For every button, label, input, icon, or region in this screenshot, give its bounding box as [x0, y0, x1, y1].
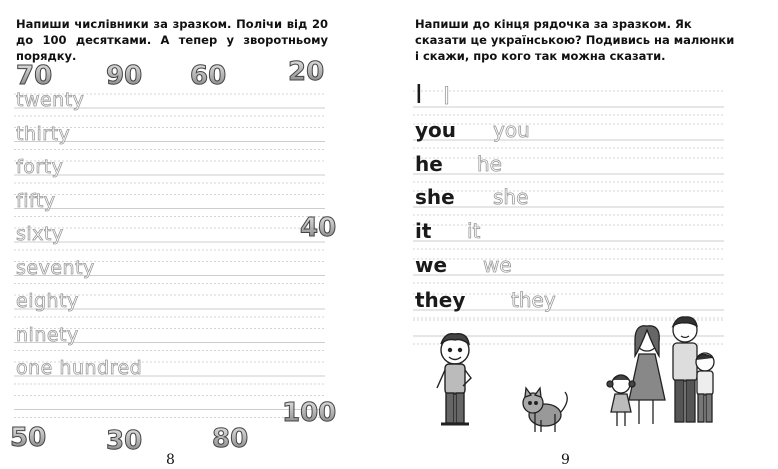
pronoun-sample: they — [415, 288, 466, 312]
pronoun-sample: it — [415, 219, 432, 243]
balloon-40 — [300, 213, 336, 243]
svg-text:40: 40 — [300, 213, 337, 243]
pronoun-sample: he — [415, 152, 443, 176]
pronoun-sample: we — [415, 253, 448, 277]
pronoun-trace: it — [467, 219, 481, 243]
balloon-100 — [282, 398, 336, 428]
pronoun-trace: she — [493, 185, 529, 209]
svg-text:50: 50 — [10, 423, 47, 453]
pronoun-trace: we — [483, 253, 512, 277]
right-instruction: Напиши до кінця рядочка за зразком. Як сказати це українською? Подивись на малюнки і скажи, про кого так можна сказати. — [415, 17, 735, 63]
pronoun-trace: they — [511, 288, 556, 312]
boy-illustration — [437, 334, 471, 424]
balloon-20 — [288, 57, 324, 87]
right-page — [389, 0, 778, 469]
traced-word: twenty — [16, 89, 85, 111]
traced-word: forty — [16, 156, 64, 178]
svg-text:20: 20 — [288, 57, 325, 87]
traced-word: seventy — [16, 256, 95, 279]
page-number-right: 9 — [561, 452, 570, 468]
svg-text:80: 80 — [212, 424, 249, 454]
traced-word: sixty — [16, 223, 64, 245]
cat-illustration — [523, 388, 567, 432]
balloon-70 — [16, 61, 52, 91]
pronoun-sample: you — [415, 118, 457, 142]
balloon-80 — [212, 424, 248, 454]
svg-text:100: 100 — [282, 398, 337, 428]
svg-text:30: 30 — [106, 426, 143, 456]
pronoun-sample: she — [415, 185, 455, 209]
pronoun-trace: he — [477, 152, 502, 176]
pronoun-trace: you — [493, 118, 530, 142]
svg-text:60: 60 — [190, 61, 227, 91]
traced-word: thirty — [16, 122, 71, 145]
pronoun-trace: I — [443, 82, 451, 110]
balloon-90 — [106, 61, 142, 91]
balloon-60 — [190, 61, 226, 91]
traced-word: fifty — [16, 189, 56, 212]
balloon-30 — [106, 426, 142, 456]
svg-text:70: 70 — [16, 61, 53, 91]
svg-text:90: 90 — [106, 61, 143, 91]
page-number-left: 8 — [166, 452, 175, 468]
balloon-50 — [10, 423, 46, 453]
pronoun-sample: I — [415, 80, 423, 110]
traced-word: one hundred — [16, 357, 143, 379]
traced-word: eighty — [16, 290, 79, 312]
family-illustration — [607, 317, 714, 426]
illustrations-layer — [389, 0, 778, 469]
left-instruction: Напиши числівники за зразком. Полічи від 20 до 100 десятками. А тепер у зворотньому порядку. — [16, 17, 328, 63]
traced-word: ninety — [16, 323, 79, 346]
